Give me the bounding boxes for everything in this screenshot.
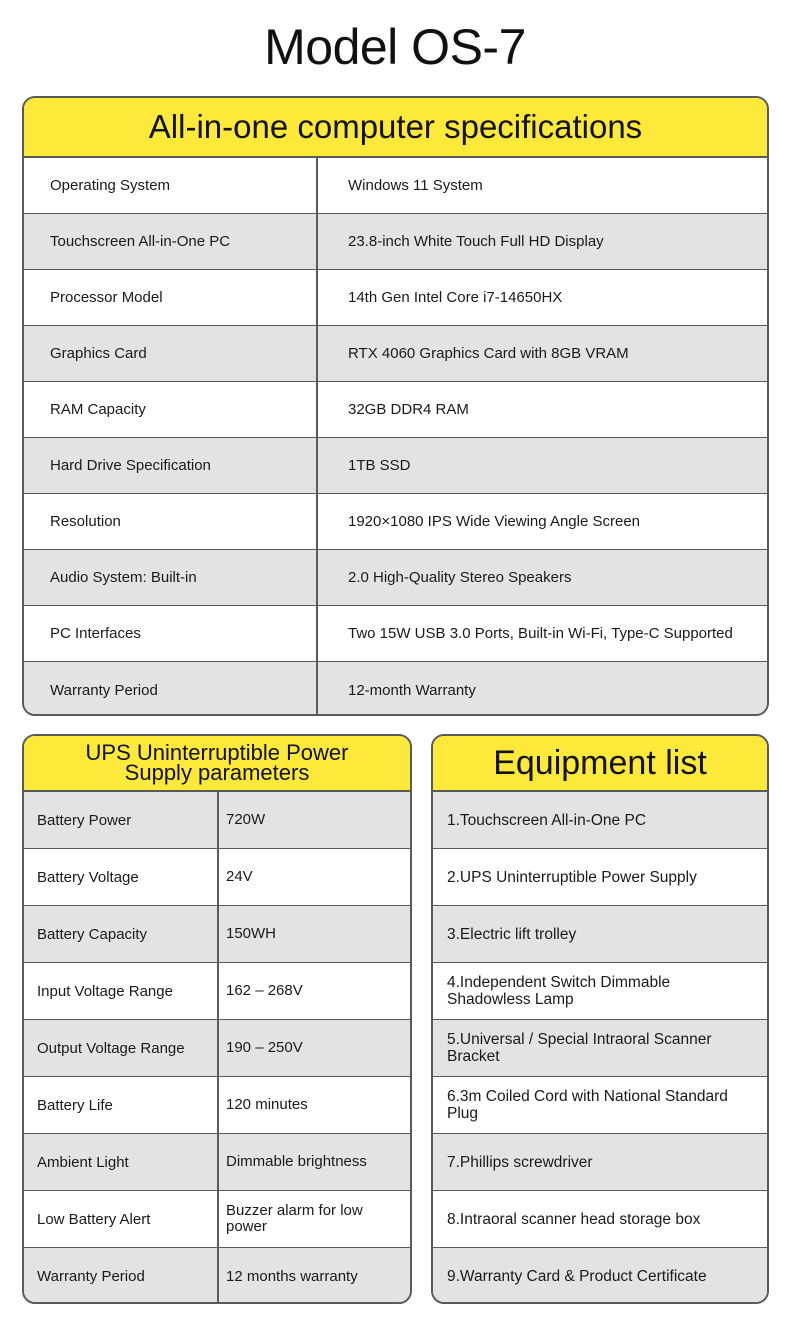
ups-label: Ambient Light — [24, 1134, 219, 1190]
list-item: 6.3m Coiled Cord with National Standard Plug — [433, 1077, 767, 1134]
list-item: 4.Independent Switch Dimmable Shadowless Lamp — [433, 963, 767, 1020]
specs-card-title: All-in-one computer specifications — [24, 98, 767, 158]
spec-value: 23.8-inch White Touch Full HD Display — [348, 233, 604, 250]
table-row — [24, 158, 767, 214]
ups-value: 162 – 268V — [226, 982, 303, 999]
table-row — [24, 438, 767, 494]
table-row — [24, 1248, 410, 1304]
list-item: 7.Phillips screwdriver — [433, 1134, 767, 1191]
list-item: 8.Intraoral scanner head storage box — [433, 1191, 767, 1248]
ups-card-title — [24, 736, 410, 792]
ups-label: Battery Voltage — [24, 849, 219, 905]
spec-label: RAM Capacity — [24, 382, 318, 437]
table-row — [24, 1020, 410, 1077]
ups-value: 24V — [226, 868, 253, 885]
list-item: 5.Universal / Special Intraoral Scanner Bracket — [433, 1020, 767, 1077]
ups-label: Output Voltage Range — [24, 1020, 219, 1076]
spec-value: 1920×1080 IPS Wide Viewing Angle Screen — [348, 513, 641, 530]
list-item: 9.Warranty Card & Product Certificate — [433, 1248, 767, 1304]
spec-label: Resolution — [24, 494, 318, 549]
ups-value: 12 months warranty — [226, 1267, 358, 1285]
ups-label: Battery Capacity — [24, 906, 219, 962]
table-row — [24, 1191, 410, 1248]
spec-value: 32GB DDR4 RAM — [348, 401, 469, 418]
equipment-card — [431, 734, 769, 1304]
spec-label: Processor Model — [24, 270, 318, 325]
list-item: 3.Electric lift trolley — [433, 906, 767, 963]
table-row — [24, 1077, 410, 1134]
spec-label: Operating System — [24, 158, 318, 213]
spec-value: Windows 11 System — [348, 177, 483, 194]
spec-label: Audio System: Built-in — [24, 550, 318, 605]
spec-label: Hard Drive Specification — [24, 438, 318, 493]
table-row — [24, 963, 410, 1020]
spec-value: 2.0 High-Quality Stereo Speakers — [348, 569, 572, 586]
list-item: 1.Touchscreen All-in-One PC — [433, 792, 767, 849]
spec-value: Two 15W USB 3.0 Ports, Built-in Wi-Fi, Type-C Supported — [348, 625, 733, 642]
table-row — [24, 662, 767, 716]
ups-label: Battery Life — [24, 1077, 219, 1133]
spec-value: 14th Gen Intel Core i7-14650HX — [348, 289, 563, 306]
equipment-card-title: Equipment list — [433, 736, 767, 792]
table-row — [24, 792, 410, 849]
ups-value: 150WH — [226, 925, 277, 942]
spec-value: 12-month Warranty — [348, 681, 476, 699]
ups-value: Dimmable brightness — [226, 1153, 367, 1170]
table-row — [24, 382, 767, 438]
page-title: Model OS-7 — [264, 19, 526, 75]
spec-value: 1TB SSD — [348, 457, 411, 474]
ups-label: Input Voltage Range — [24, 963, 219, 1019]
ups-title-line2: Supply parameters — [124, 760, 310, 785]
table-row — [24, 1134, 410, 1191]
ups-value: 720W — [226, 811, 266, 828]
table-row — [24, 849, 410, 906]
ups-card — [22, 734, 412, 1304]
ups-value: 190 – 250V — [226, 1039, 303, 1056]
spec-value: RTX 4060 Graphics Card with 8GB VRAM — [348, 345, 629, 362]
table-row — [24, 326, 767, 382]
table-row — [24, 550, 767, 606]
table-row — [24, 606, 767, 662]
table-row — [24, 214, 767, 270]
ups-label: Warranty Period — [24, 1248, 219, 1304]
ups-value: Buzzer alarm for low power — [226, 1202, 363, 1235]
specs-card — [22, 96, 769, 716]
spec-label: Touchscreen All-in-One PC — [24, 214, 318, 269]
ups-label: Battery Power — [24, 792, 219, 848]
ups-title-line1: UPS Uninterruptible Power — [85, 740, 349, 765]
ups-label: Low Battery Alert — [24, 1191, 219, 1247]
table-row — [24, 906, 410, 963]
spec-label: Warranty Period — [24, 662, 318, 716]
list-item: 2.UPS Uninterruptible Power Supply — [433, 849, 767, 906]
spec-label: PC Interfaces — [24, 606, 318, 661]
spec-label: Graphics Card — [24, 326, 318, 381]
ups-value: 120 minutes — [226, 1096, 308, 1113]
table-row — [24, 494, 767, 550]
table-row — [24, 270, 767, 326]
